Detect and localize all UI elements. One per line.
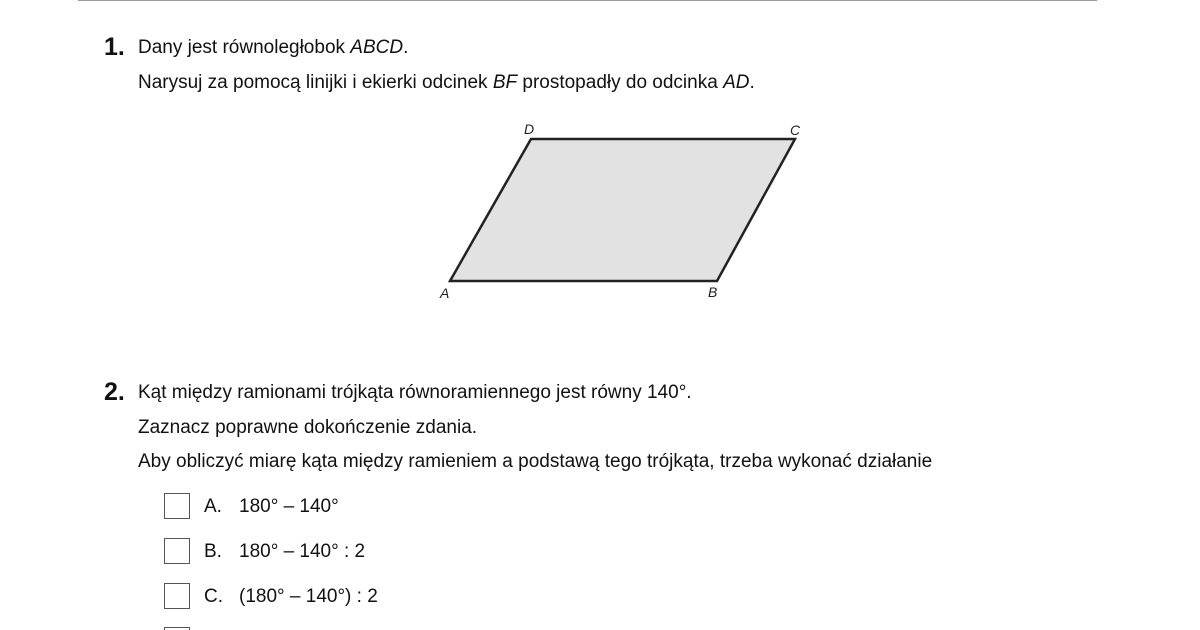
question-2-number: 2. [104,378,125,406]
option-b-letter: B. [204,541,222,562]
parallelogram-shape[interactable] [450,139,795,281]
q1-line1-suffix: . [403,37,409,58]
question-1-line-2 [138,73,755,92]
q1-segment-bf: BF [492,72,518,93]
question-2-line-3: Aby obliczyć miarę kąta między ramieniem a podstawą tego trójkąta, trzeba wykonać działanie [138,451,933,472]
option-c-expression: (180° – 140°) : 2 [239,586,378,607]
q1-segment-ad: AD [723,72,750,93]
option-a-checkbox[interactable] [164,493,190,519]
option-c-checkbox[interactable] [164,583,190,609]
vertex-label-c: C [790,122,801,138]
question-1-number: 1. [104,33,125,61]
question-2-line-1: Kąt między ramionami trójkąta równoramiennego jest równy 140°. [138,382,692,403]
option-b-checkbox[interactable] [164,538,190,564]
q1-line1-prefix: Dany jest równoległobok [138,37,351,58]
question-1-line-1 [138,38,408,57]
option-b-expression: 180° – 140° : 2 [239,541,366,562]
vertex-label-d: D [524,121,535,137]
previous-task-frame [78,0,1097,1]
option-a-letter: A. [204,496,222,517]
question-2-line-2: Zaznacz poprawne dokończenie zdania. [138,417,478,438]
q1-line2-a: Narysuj za pomocą linijki i ekierki odcinek [138,72,493,93]
q1-line2-c: prostopadły do odcinka [517,72,724,93]
option-a-expression: 180° – 140° [239,496,339,517]
option-c-letter: C. [204,586,223,607]
q1-parallelogram-name: ABCD [350,37,404,58]
vertex-label-b: B [708,284,718,300]
vertex-label-a: A [440,285,450,301]
parallelogram-figure[interactable] [430,115,820,305]
q1-line2-e: . [749,72,755,93]
